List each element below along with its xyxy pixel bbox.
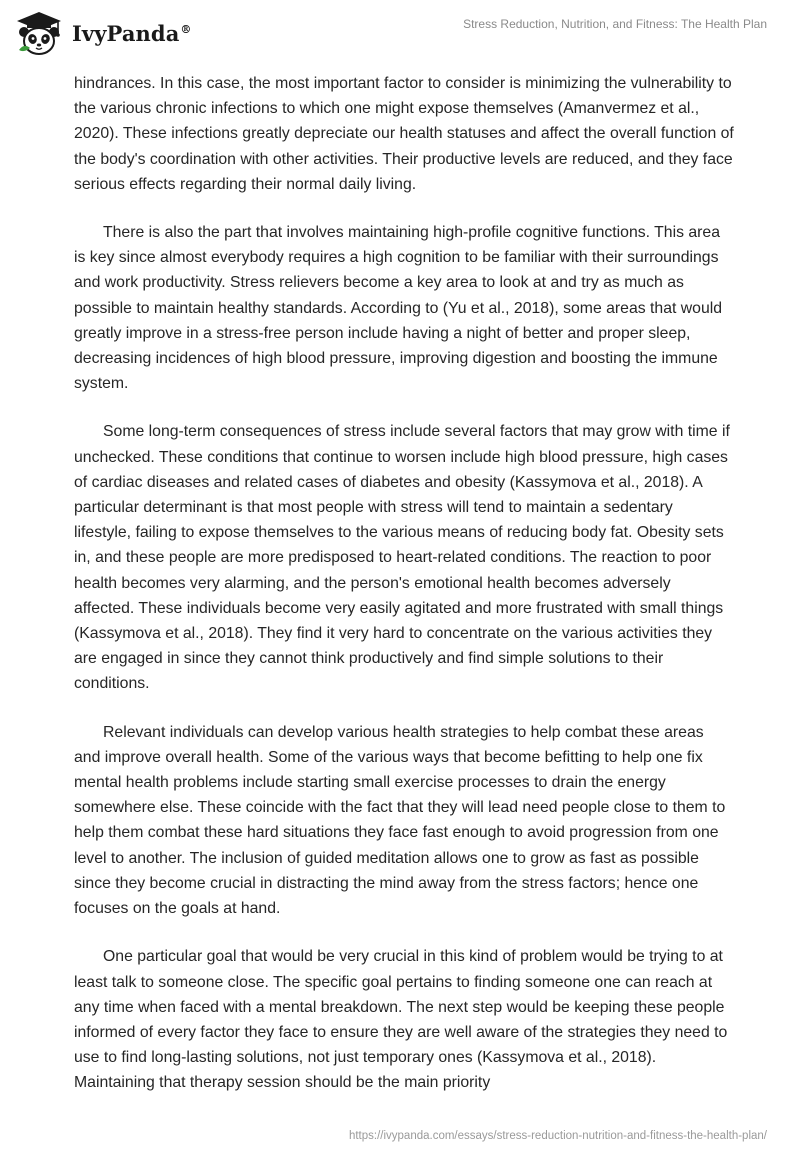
panda-graduate-icon bbox=[14, 10, 64, 56]
paragraph-4: Relevant individuals can develop various health strategies to help combat these areas and improve overall health. Some of the various ways that become befitting to help one fix mental health problems include starting small exercise processes to drain the energy somewhere else. These coincide with the fact that they will lead need people close to them to help them combat these hard situations they face fast enough to avoid progression from one level to another. The inclusion of guided meditation allows one to grow as fast as possible since they become crucial in distracting the mind away from the stress factors; hence one focuses on the goals at hand. bbox=[74, 723, 726, 918]
paragraph-2: There is also the part that involves maintaining high-profile cognitive functions. This area is key since almost everybody requires a high cognition to be familiar with their surroundings and work productivity. Stress relievers become a key area to look at and try as much as possible to maintain healthy standards. According to (Yu et al., 2018), some areas that would greatly improve in a stress-free person include having a night of better and proper sleep, decreasing incidences of high blood pressure, improving digestion and boosting the immune system. bbox=[74, 224, 723, 393]
paragraph-5: One particular goal that would be very crucial in this kind of problem would be trying to at least talk to someone close. The specific goal pertains to finding someone one can reach at any time when faced with a mental breakdown. The next step would be keeping these people informed of every factor they face to ensure they are well aware of the strategies they need to use to find long-lasting solutions, not just temporary ones (Kassymova et al., 2018). Maintaining that therapy session should be the main priority bbox=[74, 948, 728, 1092]
essay-body bbox=[74, 71, 734, 1119]
page-header bbox=[0, 0, 800, 72]
ivypanda-logo[interactable] bbox=[14, 10, 192, 56]
paragraph-3: Some long-term consequences of stress include several factors that may grow with time if unchecked. These conditions that continue to worsen include high blood pressure, high cases of cardiac diseases and related cases of diabetes and obesity (Kassymova et al., 2018). A particular determinant is that most people with stress will tend to maintain a sedentary lifestyle, failing to expose themselves to the various means of reducing body fat. Obesity sets in, and these people are more predisposed to heart-related conditions. The reaction to poor health becomes very alarming, and the person's emotional health becomes adversely affected. These individuals become very easily agitated and more frustrated with small things (Kassymova et al., 2018). They find it very hard to concentrate on the various activities they are engaged in since they cannot think productively and find simple solutions to their conditions. bbox=[74, 423, 730, 693]
paragraph-1: hindrances. In this case, the most important factor to consider is minimizing the vulnerability to the various chronic infections to which one might expose themselves (Amanvermez et al., 2020). These infections greatly depreciate our health statuses and affect the overall function of the body's coordination with other activities. Their productive levels are reduced, and they face serious effects regarding their normal daily living. bbox=[74, 75, 734, 193]
source-url-link[interactable]: https://ivypanda.com/essays/stress-reduction-nutrition-and-fitness-the-health-plan/ bbox=[348, 1130, 767, 1142]
running-title: Stress Reduction, Nutrition, and Fitness: The Health Plan bbox=[463, 17, 767, 31]
brand-name: IvyPanda® bbox=[72, 20, 192, 46]
